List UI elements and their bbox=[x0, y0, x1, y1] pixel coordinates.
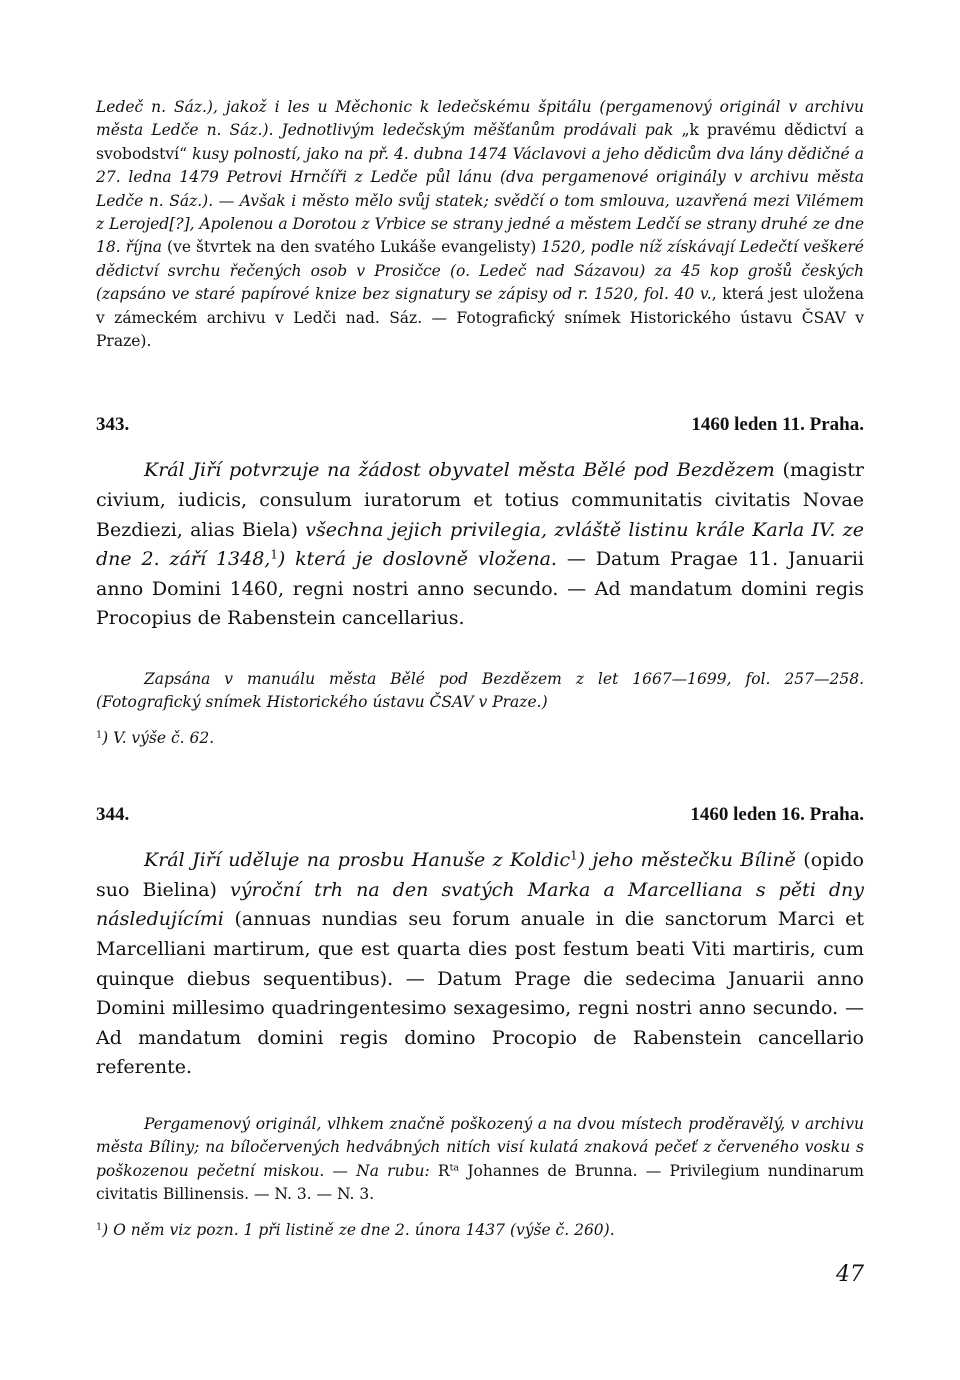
entry-344-date: 1460 leden 16. Praha. bbox=[690, 804, 864, 826]
entry-344-regest-2: ) jeho městečku Bílině bbox=[577, 849, 796, 872]
entry-343-source-note bbox=[96, 668, 864, 715]
entry-343-footnote-text: ) V. výše č. 62. bbox=[102, 728, 215, 747]
entry-344-number: 344. bbox=[96, 804, 130, 826]
entry-344-source: Pergamenový originál, vlhkem značně poškozený a na dvou místech proděravělý, v archivu města Bíliny; na bíločervených hedvábných nitích visí kulatá znaková pečeť z červeného vosku s poškozenou pečetní miskou. — Na rubu: bbox=[96, 1115, 864, 1180]
entry-343-source: Zapsána v manuálu města Bělé pod Bezdězem z let 1667—1699, fol. 257—258. (Fotografický snímek Historického ústavu ČSAV v Praze.) bbox=[96, 670, 864, 712]
entry-344-source-note bbox=[96, 1113, 864, 1207]
entry-344-regest-3: výroční trh na den svatých Marka a Marcelliana s pěti dny následujícími bbox=[96, 878, 865, 931]
continuation-note bbox=[96, 96, 864, 353]
entry-343-footnote-ref: 1 bbox=[270, 547, 278, 562]
entry-344-footnote bbox=[96, 1219, 864, 1242]
page-number: 47 bbox=[836, 1262, 864, 1287]
entry-343-regest-3: ) která je doslovně vložena. bbox=[277, 548, 557, 571]
entry-344-footnote-text: ) O něm viz pozn. 1 při listině ze dne 2. února 1437 (výše č. 260). bbox=[102, 1220, 615, 1239]
note-text-4: , která jest uložena v zámeckém archivu v Ledči nad. Sáz. — Fotografický snímek Historického ústavu ČSAV v Praze). bbox=[96, 285, 864, 351]
entry-344-source-2: Johannes de Brunna. — Privilegium nundinarum civitatis Billinensis. — N. 3. — N. 3. bbox=[96, 1161, 865, 1204]
note-quote-2: (ve štvrtek na den svatého Lukáše evangelisty) bbox=[167, 238, 537, 257]
entry-343-number: 343. bbox=[96, 414, 130, 436]
entry-343-date: 1460 leden 11. Praha. bbox=[691, 414, 864, 436]
note-text-3: 1520, podle níž získávají Ledečtí veškeré dědictví svrchu řečených osob v Prosičce (o. Ledeč nad Sázavou) za 45 kop grošů českých (zapsáno ve staré papírové knize bez signatury se zápisy od r. 1520, fol. 40 v. bbox=[96, 238, 864, 304]
note-quote-1: „k pravému dědictví a svobodství“ bbox=[96, 121, 864, 163]
entry-343-regest: Král Jiří potvrzuje na žádost obyvatel města Bělé pod Bezdězem bbox=[144, 459, 775, 482]
entry-344-text bbox=[96, 846, 864, 1083]
entry-344-footnote-mark: 1 bbox=[96, 1221, 103, 1233]
entry-344-latin: (opido suo Bielina) bbox=[96, 849, 864, 901]
entry-344-heading bbox=[96, 804, 864, 826]
entry-344-rta-sup: ta bbox=[449, 1162, 460, 1174]
note-text-2: kusy polností, jako na př. 4. dubna 1474 Václavovi a jeho dědicům dva lány dědičné a 27. ledna 1479 Petrovi Hrnčíři z Ledče půl lánu (dva pergamenové originály v archivu města Ledče n. Sáz.). — Avšak i město mělo svůj statek; svědčí o tom smlouva, uzavřená mezi Vilémem z Lerojed[?], Apolenou a Dorotou z Vrbice se strany jedné a městem Ledčí se strany druhé ze dne 18. října bbox=[96, 144, 864, 257]
entry-343-heading bbox=[96, 414, 864, 436]
entry-344-regest: Král Jiří uděluje na prosbu Hanuše z Koldic bbox=[144, 849, 571, 872]
entry-344-footnote-ref: 1 bbox=[570, 848, 578, 863]
note-text-1: Ledeč n. Sáz.), jakož i les u Měchonic k ledečskému špitálu (pergamenový originál v archivu města Ledče n. Sáz.). Jednotlivým ledečským měšťanům prodávali pak bbox=[96, 98, 864, 140]
entry-344-rta: R bbox=[437, 1161, 450, 1180]
entry-343-footnote-mark: 1 bbox=[96, 729, 103, 741]
page-body bbox=[96, 96, 864, 1242]
entry-343-latin: (magistr civium, iudicis, consulum iuratorum et totius communitatis civitatis Novae Bezdiezi, alias Biela) bbox=[96, 459, 864, 541]
entry-343-footnote bbox=[96, 727, 864, 750]
entry-343-datum: — Datum Pragae 11. Januarii anno Domini 1460, regni nostri anno secundo. — Ad mandatum domini regis Procopius de Rabenstein cancellarius. bbox=[96, 548, 865, 630]
entry-344-datum: (annuas nundias seu forum anuale in die sanctorum Marci et Marcelliani martirum, que est quarta dies post festum beati Viti martiris, cum quinque diebus sequentibus). — Datum Prage die sedecima Januarii anno Domini millesimo quadringentesimo sexagesimo, regni nostri anno secundo. — Ad mandatum domini regis domino Procopio de Rabenstein cancellario referente. bbox=[96, 908, 864, 1079]
entry-343-regest-2: všechna jejich privilegia, zvláště listinu krále Karla IV. ze dne 2. září 1348, bbox=[96, 518, 864, 571]
entry-343-text bbox=[96, 456, 864, 634]
